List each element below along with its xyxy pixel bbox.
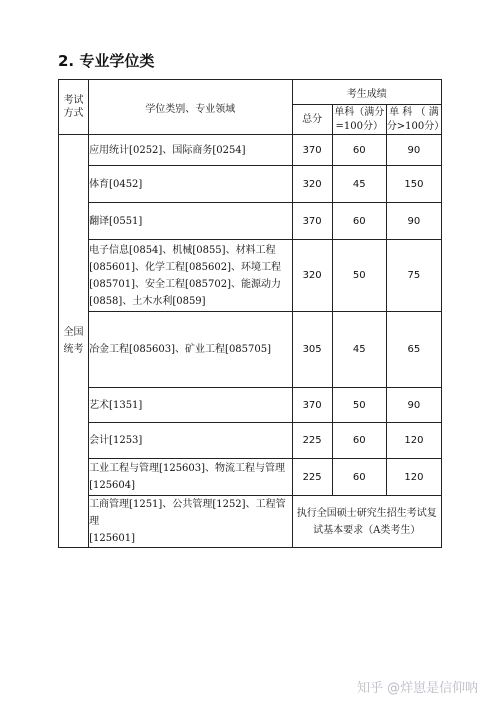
note-text: 执行全国硕士研究生招生考试复 试基本要求（A类考生） bbox=[296, 507, 437, 536]
table-row bbox=[59, 240, 442, 312]
table-row bbox=[59, 166, 442, 203]
total-score-cell: 320 bbox=[292, 240, 332, 312]
single-100-cell: 45 bbox=[332, 166, 386, 203]
single-100-cell: 60 bbox=[332, 423, 386, 459]
total-score-cell: 370 bbox=[292, 203, 332, 240]
category-cell bbox=[89, 459, 293, 496]
category-text: 工业工程与管理[125603]、物流工程与管理 [125604] bbox=[89, 463, 286, 491]
header-single-150-text: 单 科 （ 满 分>100分） bbox=[386, 106, 445, 132]
exam-mode-text: 全国 统考 bbox=[63, 327, 84, 355]
header-single-100-text: 单科（满分 =100分） bbox=[334, 106, 385, 132]
category-cell: 应用统计[0252]、国际商务[0254] bbox=[89, 135, 293, 166]
single-150-cell: 120 bbox=[386, 423, 441, 459]
total-score-cell: 370 bbox=[292, 135, 332, 166]
watermark: 知乎 @烊崽是信仰呐 bbox=[357, 681, 479, 696]
single-150-cell: 90 bbox=[386, 203, 441, 240]
total-score-cell: 225 bbox=[292, 423, 332, 459]
category-cell: 体育[0452] bbox=[89, 166, 293, 203]
category-cell: 会计[1253] bbox=[89, 423, 293, 459]
header-single-100 bbox=[332, 105, 386, 135]
table-row bbox=[59, 388, 442, 423]
single-150-cell: 65 bbox=[386, 312, 441, 388]
total-score-cell: 370 bbox=[292, 388, 332, 423]
single-100-cell: 60 bbox=[332, 459, 386, 496]
single-100-cell: 50 bbox=[332, 240, 386, 312]
single-100-cell: 45 bbox=[332, 312, 386, 388]
note-cell bbox=[292, 496, 441, 548]
header-exam-mode-text: 考试 方式 bbox=[63, 95, 84, 119]
table-row bbox=[59, 459, 442, 496]
header-exam-mode bbox=[59, 80, 89, 135]
exam-mode-cell bbox=[59, 135, 89, 548]
category-cell bbox=[89, 240, 293, 312]
header-total: 总分 bbox=[292, 105, 332, 135]
section-title: 2. 专业学位类 bbox=[58, 52, 155, 70]
table-row bbox=[59, 203, 442, 240]
single-150-cell: 120 bbox=[386, 459, 441, 496]
category-text: 工商管理[1251]、公共管理[1252]、工程管理 [125601] bbox=[89, 499, 286, 544]
category-text: 电子信息[0854]、机械[0855]、材料工程 [085601]、化学工程[085602]、环境工程 [085701]、安全工程[085702]、能源动力 [0858]、土木水利[0859] bbox=[89, 244, 282, 307]
category-cell bbox=[89, 496, 293, 548]
header-single-150 bbox=[386, 105, 445, 135]
table-row bbox=[59, 135, 442, 166]
single-150-cell: 90 bbox=[386, 135, 441, 166]
score-table bbox=[58, 79, 445, 548]
table-row bbox=[59, 496, 442, 548]
single-150-cell: 150 bbox=[386, 166, 441, 203]
single-100-cell: 50 bbox=[332, 388, 386, 423]
total-score-cell: 305 bbox=[292, 312, 332, 388]
table-header-row bbox=[59, 80, 442, 105]
single-150-cell: 90 bbox=[386, 388, 441, 423]
single-100-cell: 60 bbox=[332, 203, 386, 240]
category-cell: 翻译[0551] bbox=[89, 203, 293, 240]
table-row bbox=[59, 312, 442, 388]
category-cell: 艺术[1351] bbox=[89, 388, 293, 423]
header-category: 学位类别、专业领域 bbox=[89, 80, 293, 135]
total-score-cell: 225 bbox=[292, 459, 332, 496]
total-score-cell: 320 bbox=[292, 166, 332, 203]
single-150-cell: 75 bbox=[386, 240, 441, 312]
header-scores: 考生成绩 bbox=[292, 80, 441, 105]
table-row bbox=[59, 423, 442, 459]
category-cell: 冶金工程[085603]、矿业工程[085705] bbox=[89, 312, 293, 388]
single-100-cell: 60 bbox=[332, 135, 386, 166]
